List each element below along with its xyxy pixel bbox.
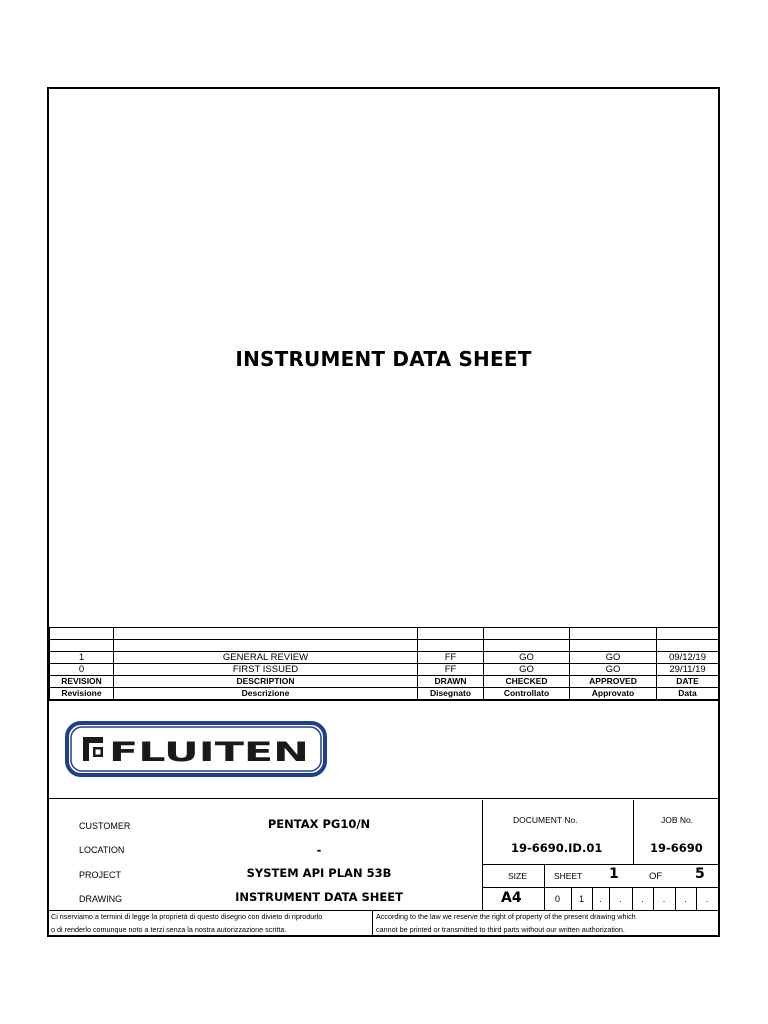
digit-box: . [619,894,622,904]
size-value: A4 [501,890,522,906]
legal-text-it-2: o di renderlo comunque noto a terzi senza la nostra autorizzazione scritta. [51,925,287,934]
title-block [49,800,718,910]
logo-area [49,700,718,799]
job-no-value: 19-6690 [650,841,703,855]
drawing-value: INSTRUMENT DATA SHEET [235,890,403,904]
location-value: - [316,843,322,857]
revision-row-empty [50,628,719,640]
legal-text-en-2: cannot be printed or transmitted to third parts without our written authorization. [376,925,625,934]
size-label: SIZE [508,871,527,881]
digit-box: 0 [554,894,560,904]
drawing-frame [47,87,720,937]
digit-box: 1 [578,894,584,904]
project-label: PROJECT [79,870,122,880]
digit-box: . [705,894,709,904]
digit-box: . [599,894,602,904]
sheet-value: 1 [609,866,619,882]
of-label: OF [649,871,663,882]
digit-box: . [662,894,666,904]
revision-table [49,627,719,700]
location-label: LOCATION [79,845,125,855]
document-no-value: 19-6690.ID.01 [511,841,603,855]
fluiten-logo [65,721,327,777]
legal-text-en-1: According to the law we reserve the right of property of the present drawing which [376,912,636,921]
revision-header-it: Revisione Descrizione Disegnato Controllato Approvato Data [50,688,719,700]
digit-box: . [684,894,687,904]
drawing-label: DRAWING [79,894,123,904]
revision-row-empty [50,640,719,652]
project-value: SYSTEM API PLAN 53B [246,866,392,880]
document-title: INSTRUMENT DATA SHEET [235,347,532,371]
customer-label: CUSTOMER [79,821,131,831]
revision-row: 1 GENERAL REVIEW FF GO GO 09/12/19 [50,652,719,664]
revision-header-en: REVISION DESCRIPTION DRAWN CHECKED APPROVED DATE [50,676,719,688]
digit-box: . [641,894,644,904]
of-value: 5 [695,866,705,882]
revision-row: 0 FIRST ISSUED FF GO GO 29/11/19 [50,664,719,676]
job-no-label: JOB No. [661,815,694,825]
legal-text-it-1: Ci riserviamo a termini di legge la proprietà di questo disegno con divieto di riprodurlo [51,912,323,921]
sheet-label: SHEET [554,871,583,881]
customer-value: PENTAX PG10/N [267,817,371,831]
document-no-label: DOCUMENT No. [513,815,578,825]
logo-text: FLUITEN [109,737,309,768]
